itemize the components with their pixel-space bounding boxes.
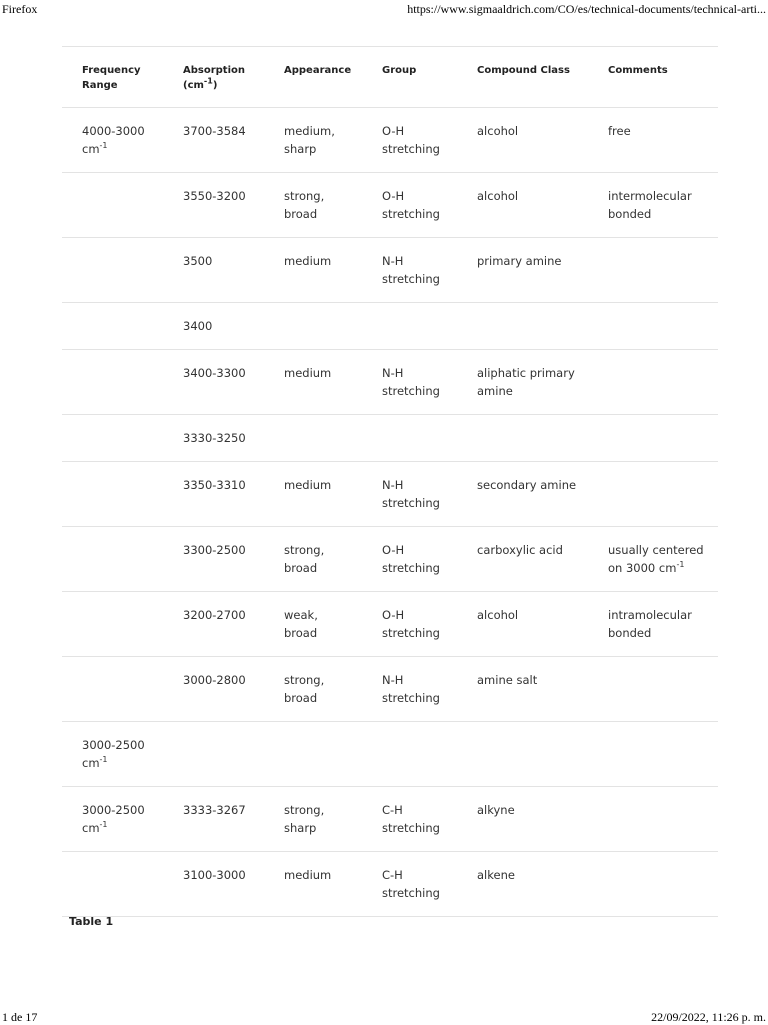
table-row	[62, 852, 718, 917]
print-header	[0, 0, 768, 20]
cell-frequency-range	[62, 173, 163, 238]
cell-absorption: 3100-3000	[163, 852, 264, 917]
cell-group	[362, 722, 457, 787]
print-header-url[interactable]: https://www.sigmaaldrich.com/CO/es/technical-documents/technical-arti...	[407, 2, 766, 16]
cell-frequency-range: 3000-2500 $cm^{-1}$	[62, 722, 163, 787]
cell-appearance: weak, broad	[264, 592, 362, 657]
table-row	[62, 722, 718, 787]
cell-appearance: strong, broad	[264, 657, 362, 722]
cell-absorption: 3400	[163, 303, 264, 350]
cell-appearance: medium	[264, 852, 362, 917]
header-absorption: Absorption $(cm^{-1})$	[163, 47, 264, 108]
cell-comments: usually centered on 3000 $cm^{-1}$	[588, 527, 718, 592]
table-row	[62, 238, 718, 303]
cell-absorption: 3400-3300	[163, 350, 264, 415]
cell-group: N-H stretching	[362, 657, 457, 722]
cell-comments	[588, 415, 718, 462]
cell-frequency-range	[62, 462, 163, 527]
cell-comments	[588, 303, 718, 350]
table-row	[62, 657, 718, 722]
cell-comments	[588, 350, 718, 415]
cell-compound-class: primary amine	[457, 238, 588, 303]
cell-absorption: 3330-3250	[163, 415, 264, 462]
header-comments: Comments	[588, 47, 718, 108]
cell-absorption	[163, 722, 264, 787]
table-body	[62, 108, 718, 917]
print-header-app: Firefox	[2, 2, 38, 16]
cell-absorption: 3000-2800	[163, 657, 264, 722]
cell-compound-class: alcohol	[457, 592, 588, 657]
cell-compound-class: alcohol	[457, 173, 588, 238]
header-group: Group	[362, 47, 457, 108]
cell-compound-class: alkene	[457, 852, 588, 917]
cell-group: O-H stretching	[362, 173, 457, 238]
cell-appearance: medium	[264, 350, 362, 415]
table-row	[62, 173, 718, 238]
table-row	[62, 303, 718, 350]
cell-appearance: medium	[264, 462, 362, 527]
cell-appearance	[264, 303, 362, 350]
table-row	[62, 787, 718, 852]
cell-frequency-range	[62, 852, 163, 917]
cell-frequency-range	[62, 350, 163, 415]
cell-appearance: medium	[264, 238, 362, 303]
table-row	[62, 108, 718, 173]
cell-appearance: strong, broad	[264, 173, 362, 238]
cell-comments	[588, 722, 718, 787]
cell-compound-class: carboxylic acid	[457, 527, 588, 592]
cell-compound-class: aliphatic primary amine	[457, 350, 588, 415]
print-footer-datetime: 22/09/2022, 11:26 p. m.	[651, 1010, 766, 1024]
cell-group: C-H stretching	[362, 787, 457, 852]
cell-group: O-H stretching	[362, 527, 457, 592]
cell-compound-class: alkyne	[457, 787, 588, 852]
ir-absorption-table-container	[62, 46, 718, 917]
cell-frequency-range: 3000-2500 $cm^{-1}$	[62, 787, 163, 852]
table-row	[62, 527, 718, 592]
print-footer-page: 1 de 17	[2, 1010, 38, 1024]
cell-absorption: 3333-3267	[163, 787, 264, 852]
cell-frequency-range	[62, 527, 163, 592]
cell-compound-class	[457, 415, 588, 462]
cell-group	[362, 415, 457, 462]
cell-group: C-H stretching	[362, 852, 457, 917]
cell-frequency-range	[62, 592, 163, 657]
cell-compound-class: alcohol	[457, 108, 588, 173]
cell-compound-class: amine salt	[457, 657, 588, 722]
cell-absorption: 3700-3584	[163, 108, 264, 173]
cell-frequency-range: 4000-3000 $cm^{-1}$	[62, 108, 163, 173]
cell-absorption: 3300-2500	[163, 527, 264, 592]
cell-group: O-H stretching	[362, 108, 457, 173]
cell-appearance: strong, sharp	[264, 787, 362, 852]
cell-appearance: medium, sharp	[264, 108, 362, 173]
ir-absorption-table	[62, 46, 718, 917]
print-footer	[0, 1008, 768, 1024]
cell-comments	[588, 852, 718, 917]
header-compound-class: Compound Class	[457, 47, 588, 108]
cell-comments: free	[588, 108, 718, 173]
cell-compound-class	[457, 722, 588, 787]
cell-appearance: strong, broad	[264, 527, 362, 592]
header-appearance: Appearance	[264, 47, 362, 108]
table-row	[62, 462, 718, 527]
cell-comments	[588, 787, 718, 852]
header-frequency-range: Frequency Range	[62, 47, 163, 108]
cell-group: O-H stretching	[362, 592, 457, 657]
cell-comments	[588, 238, 718, 303]
cell-comments: intermolecular bonded	[588, 173, 718, 238]
cell-comments: intramolecular bonded	[588, 592, 718, 657]
cell-absorption: 3550-3200	[163, 173, 264, 238]
cell-appearance	[264, 722, 362, 787]
cell-compound-class	[457, 303, 588, 350]
cell-group	[362, 303, 457, 350]
cell-frequency-range	[62, 238, 163, 303]
cell-frequency-range	[62, 415, 163, 462]
cell-absorption: 3350-3310	[163, 462, 264, 527]
cell-group: N-H stretching	[362, 350, 457, 415]
cell-absorption: 3200-2700	[163, 592, 264, 657]
table-row	[62, 350, 718, 415]
table-row	[62, 415, 718, 462]
cell-group: N-H stretching	[362, 462, 457, 527]
cell-appearance	[264, 415, 362, 462]
cell-frequency-range	[62, 657, 163, 722]
cell-frequency-range	[62, 303, 163, 350]
cell-compound-class: secondary amine	[457, 462, 588, 527]
table-header-row	[62, 47, 718, 108]
cell-group: N-H stretching	[362, 238, 457, 303]
cell-comments	[588, 657, 718, 722]
table-caption: Table 1	[69, 915, 114, 928]
table-row	[62, 592, 718, 657]
cell-absorption: 3500	[163, 238, 264, 303]
cell-comments	[588, 462, 718, 527]
